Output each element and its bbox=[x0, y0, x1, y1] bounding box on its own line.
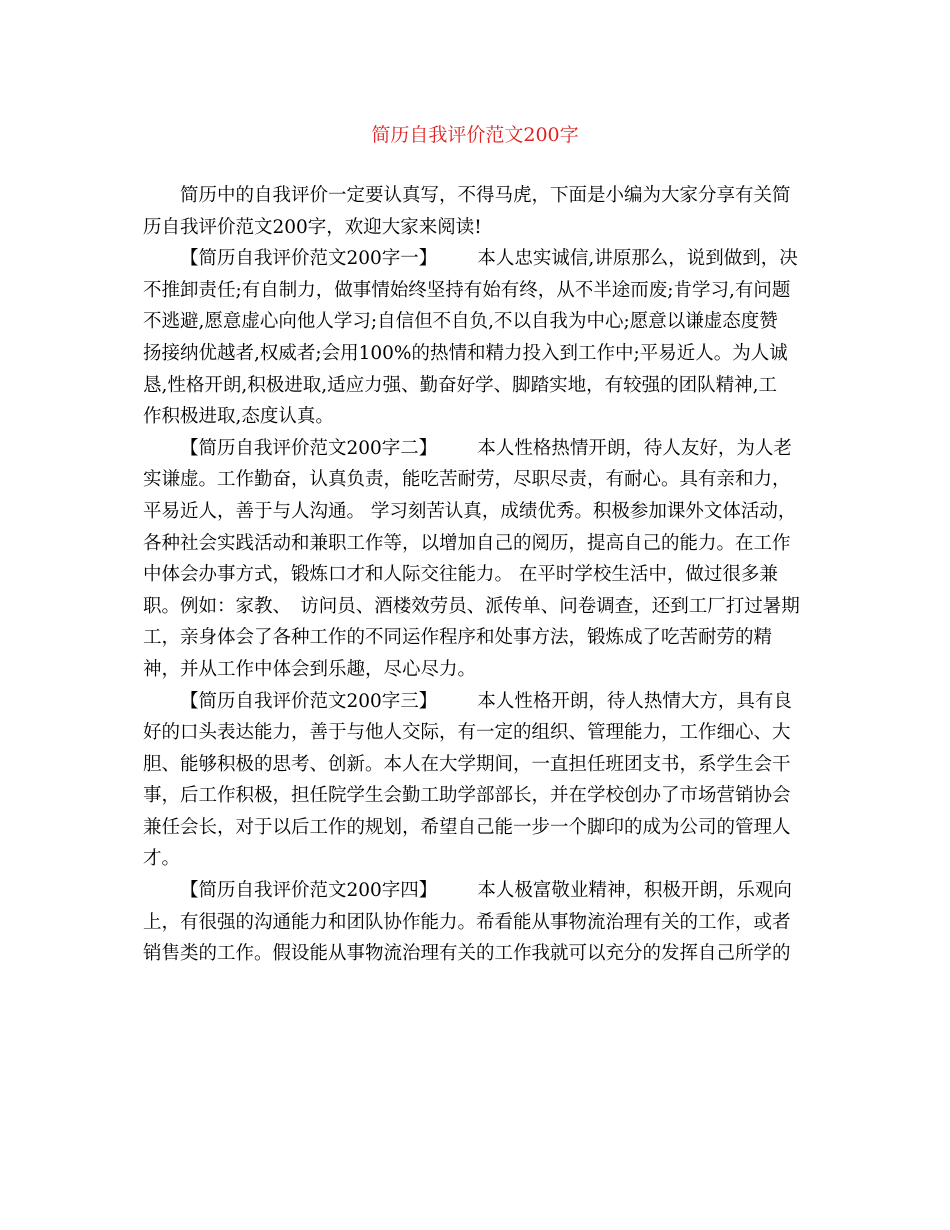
document-body bbox=[143, 180, 811, 970]
section-heading: 【简历自我评价范文200字三】 bbox=[180, 690, 438, 712]
section-first-line: 本人极富敬业精神，积极开朗，乐观向 bbox=[477, 880, 792, 902]
section-line: 好的口头表达能力，善于与他人交际，有一定的组织、管理能力，工作细心、大 bbox=[143, 722, 791, 744]
section-line: 神，并从工作中体会到乐趣，尽心尽力。 bbox=[143, 658, 477, 680]
section-line: 作积极进取,态度认真。 bbox=[143, 406, 334, 428]
section-2 bbox=[143, 433, 811, 686]
section-heading-line bbox=[143, 433, 811, 465]
section-line: 工，亲身体会了各种工作的不同运作程序和处事方法，锻炼成了吃苦耐劳的精 bbox=[143, 627, 773, 649]
section-line: 不推卸责任;有自制力，做事情始终坚持有始有终，从不半途而废;肯学习,有问题 bbox=[143, 279, 791, 301]
section-heading-line bbox=[143, 686, 811, 718]
section-3 bbox=[143, 686, 811, 876]
section-heading: 【简历自我评价范文200字四】 bbox=[180, 880, 438, 902]
section-line: 兼任会长，对于以后工作的规划，希望自己能一步一个脚印的成为公司的管理人 bbox=[143, 816, 791, 838]
section-line: 中体会办事方式，锻炼口才和人际交往能力。 在平时学校生活中，做过很多兼 bbox=[143, 564, 778, 586]
section-heading-line bbox=[143, 243, 811, 275]
section-heading: 【简历自我评价范文200字二】 bbox=[180, 437, 438, 459]
section-line: 扬接纳优越者,权威者;会用100%的热情和精力投入到工作中;平易近人。为人诚 bbox=[143, 342, 788, 364]
section-first-line: 本人性格热情开朗，待人友好，为人老 bbox=[477, 437, 792, 459]
section-line: 不逃避,愿意虚心向他人学习;自信但不自负,不以自我为中心;愿意以谦虚态度赞 bbox=[143, 311, 778, 333]
section-line: 各种社会实践活动和兼职工作等，以增加自己的阅历，提高自己的能力。在工作 bbox=[143, 532, 791, 554]
section-line: 事，后工作积极，担任院学生会勤工助学部部长，并在学校创办了市场营销协会 bbox=[143, 785, 791, 807]
section-heading: 【简历自我评价范文200字一】 bbox=[180, 248, 438, 270]
section-line: 平易近人，善于与人沟通。 学习刻苦认真，成绩优秀。积极参加课外文体活动， bbox=[143, 500, 797, 522]
section-line: 恳,性格开朗,积极进取,适应力强、勤奋好学、脚踏实地，有较强的团队精神,工 bbox=[143, 374, 778, 396]
section-line: 销售类的工作。假设能从事物流治理有关的工作我就可以充分的发挥自己所学的 bbox=[143, 943, 791, 965]
section-line: 才。 bbox=[143, 848, 181, 870]
section-1 bbox=[143, 243, 811, 433]
section-4 bbox=[143, 875, 811, 970]
document-title: 简历自我评价范文200字 bbox=[371, 124, 579, 146]
intro-line: 简历中的自我评价一定要认真写，不得马虎，下面是小编为大家分享有关简 bbox=[180, 185, 791, 206]
section-line: 上，有很强的沟通能力和团队协作能力。希看能从事物流治理有关的工作，或者 bbox=[143, 911, 791, 933]
section-heading-line bbox=[143, 875, 811, 907]
section-first-line: 本人忠实诚信,讲原那么，说到做到，决 bbox=[477, 248, 798, 270]
intro-line: 历自我评价范文200字，欢迎大家来阅读! bbox=[143, 216, 482, 238]
section-first-line: 本人性格开朗，待人热情大方，具有良 bbox=[477, 690, 792, 712]
section-line: 胆、能够积极的思考、创新。本人在大学期间，一直担任班团支书，系学生会干 bbox=[143, 753, 791, 775]
intro-paragraph bbox=[143, 180, 811, 243]
section-line: 职。例如：家教、 访问员、酒楼效劳员、派传单、问卷调查，还到工厂打过暑期 bbox=[143, 595, 800, 617]
section-line: 实谦虚。工作勤奋，认真负责，能吃苦耐劳，尽职尽责，有耐心。具有亲和力， bbox=[143, 469, 791, 491]
